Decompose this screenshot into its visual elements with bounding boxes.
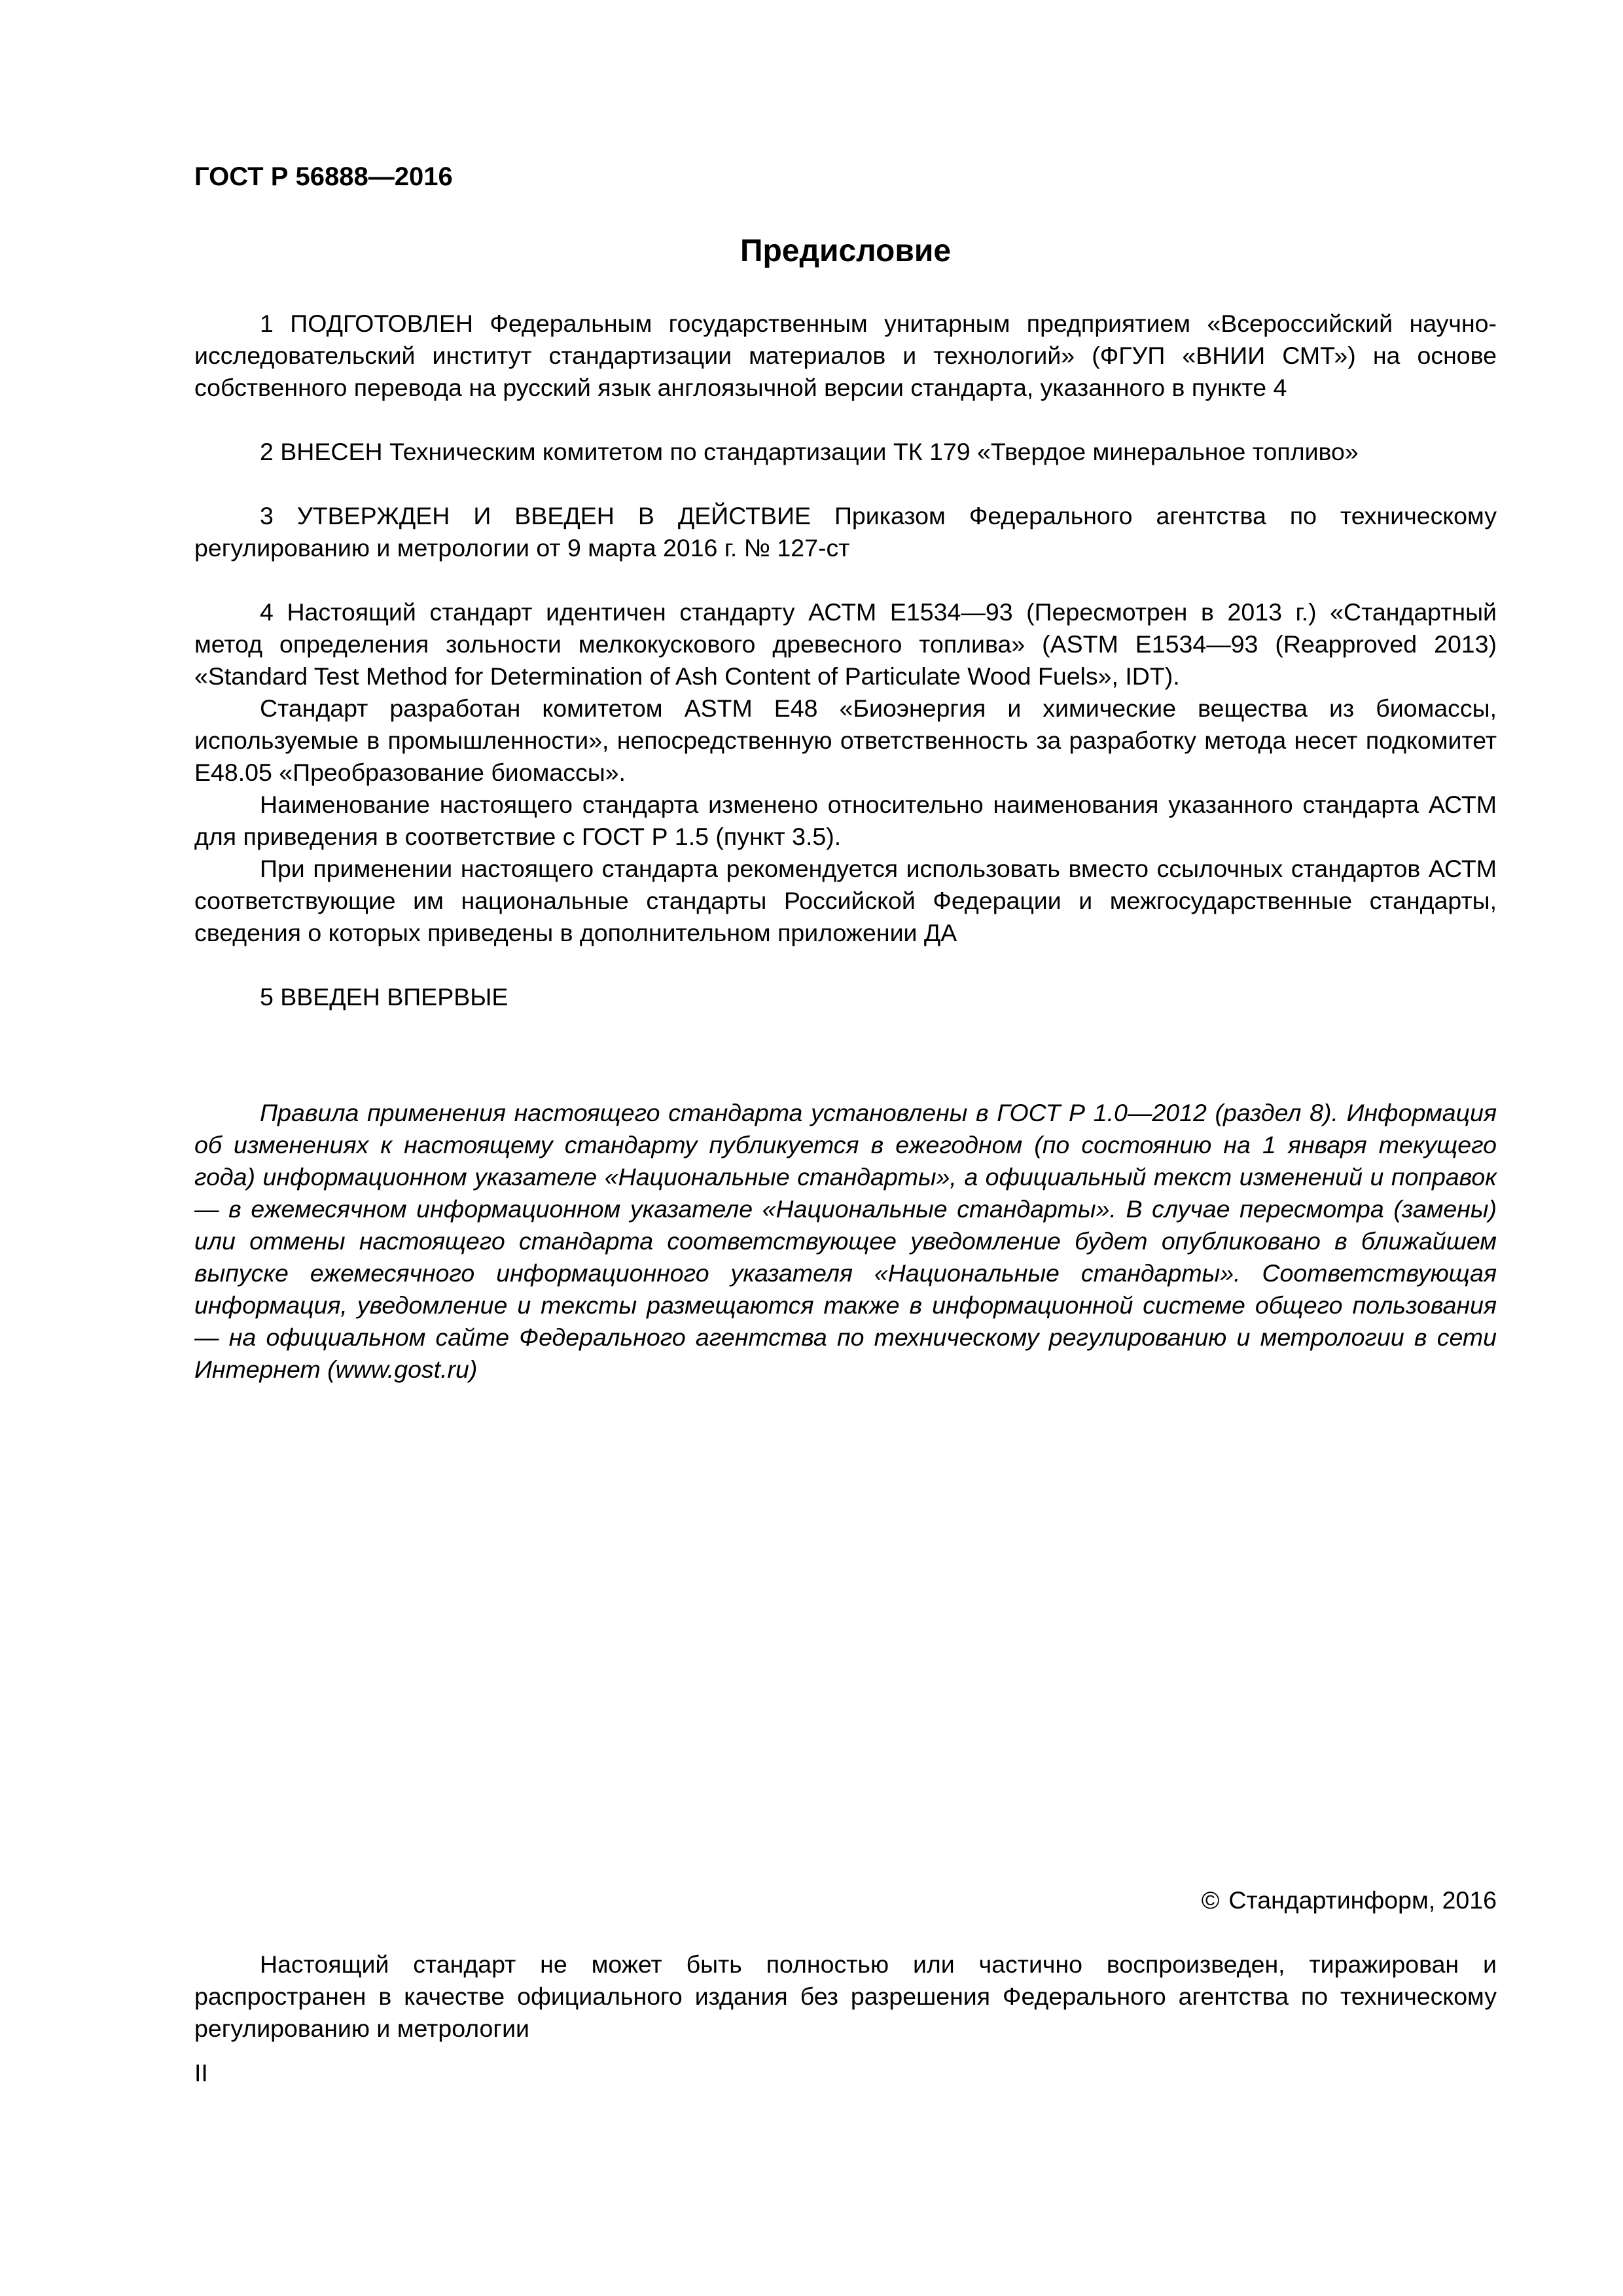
page-number: II (194, 2059, 208, 2087)
paragraph-developed-by: Стандарт разработан комитетом ASTM E48 «Биоэнергия и химические вещества из биомассы, используемые в промышленности», непосредственную ответственность за разработку метода несет подкомитет E48.05 «Преобразование биомассы». (194, 694, 1497, 786)
page-title: Предисловие (740, 234, 952, 268)
paragraph-prepared-by: 1 ПОДГОТОВЛЕН Федеральным государственным унитарным предприятием «Всероссийский научно-исследовательский институт стандартизации материалов и технологий» (ФГУП «ВНИИ СМТ») на основе собственного перевода на русский язык англоязычной версии стандарта, указанного в пункте 4 (194, 310, 1497, 401)
paragraph-name-changed: Наименование настоящего стандарта изменено относительно наименования указанного стандарта АСТМ для приведения в соответствие с ГОСТ Р 1.5 (пункт 3.5). (194, 791, 1497, 850)
application-rules-note (194, 1097, 1497, 1386)
copyright-icon: © (1201, 1886, 1220, 1914)
paragraph-introduced-first: 5 ВВЕДЕН ВПЕРВЫЕ (260, 983, 508, 1011)
paragraph-reference-standards: При применении настоящего стандарта рекомендуется использовать вместо ссылочных стандартов АСТМ соответствующие им национальные стандарты Российской Федерации и межгосударственные стандарты, сведения о которых приведены в дополнительном приложении ДА (194, 855, 1497, 946)
paragraph-approved: 3 УТВЕРЖДЕН И ВВЕДЕН В ДЕЙСТВИЕ Приказом Федерального агентства по техническому регулированию и метрологии от 9 марта 2016 г. № 127-ст (194, 502, 1497, 562)
paragraph-introduced-by: 2 ВНЕСЕН Техническим комитетом по стандартизации ТК 179 «Твердое минеральное топливо» (260, 438, 1359, 465)
paragraph-identical-standard: 4 Настоящий стандарт идентичен стандарту АСТМ Е1534—93 (Пересмотрен в 2013 г.) «Стандартный метод определения зольности мелкокускового древесного топлива» (ASTM E1534—93 (Reapproved 2013) «Standard Test Method for Determination of Ash Content of Particulate Wood Fuels», IDT). (194, 598, 1497, 690)
copyright-line (1202, 1884, 1497, 1916)
foreword-body (194, 308, 1497, 1013)
document-code: ГОСТ Р 56888—2016 (194, 162, 453, 191)
reproduction-restriction (194, 1948, 1497, 2045)
application-rules-text: Правила применения настоящего стандарта установлены в ГОСТ Р 1.0—2012 (раздел 8). Информация об изменениях к настоящему стандарту публикуется в ежегодном (по состоянию на 1 января текущего года) информационном указателе «Национальные стандарты», а официальный текст изменений и поправок — в ежемесячном информационном указателе «Национальные стандарты». В случае пересмотра (замены) или отмены настоящего стандарта соответствующее уведомление будет опубликовано в ближайшем выпуске ежемесячного информационного указателя «Национальные стандарты». Соответствующая информация, уведомление и тексты размещаются также в информационной системе общего пользования — на официальном сайте Федерального агентства по техническому регулированию и метрологии в сети Интернет (www.gost.ru) (194, 1099, 1497, 1383)
copyright-text: Стандартинформ, 2016 (1228, 1886, 1497, 1914)
restriction-text: Настоящий стандарт не может быть полностью или частично воспроизведен, тиражирован и распространен в качестве официального издания без разрешения Федерального агентства по техническому регулированию и метрологии (194, 1950, 1497, 2042)
